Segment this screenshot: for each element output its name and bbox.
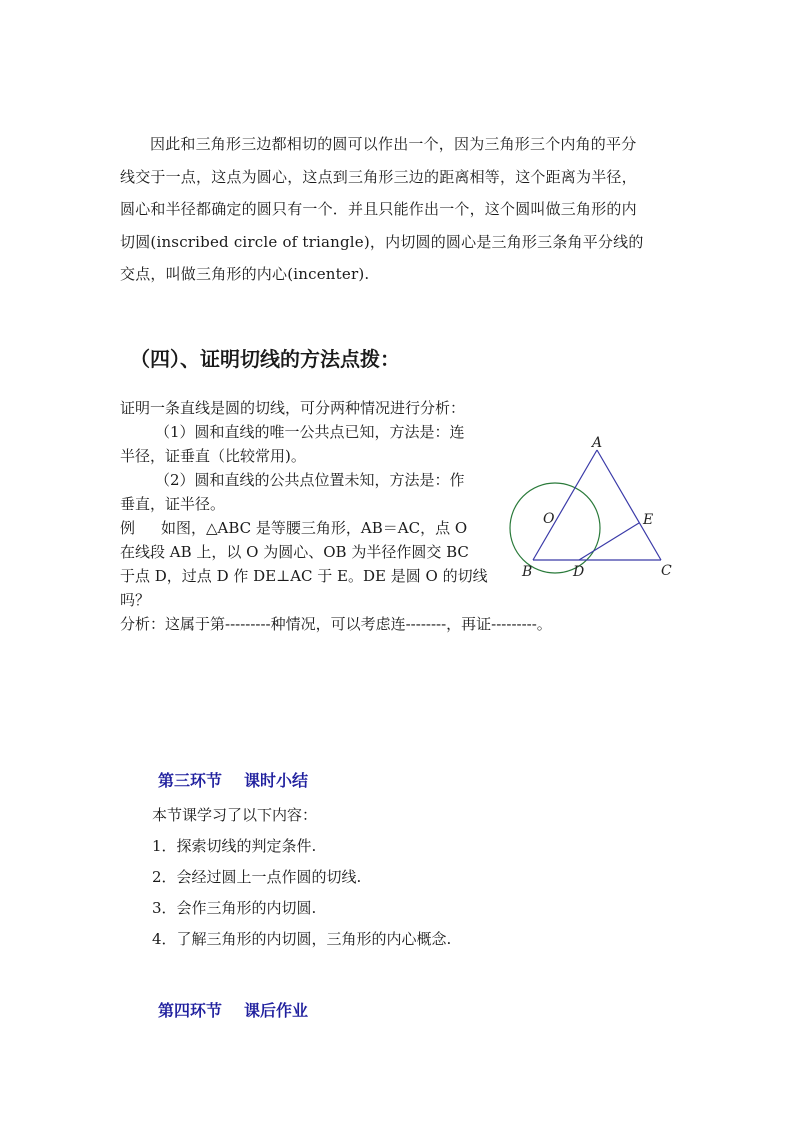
label-a: A — [592, 435, 603, 451]
list-item: 2．会经过圆上一点作圆的切线. — [152, 868, 362, 886]
label-c: C — [661, 563, 672, 579]
label-d: D — [573, 564, 585, 580]
section-title-homework — [158, 998, 308, 1021]
paragraph-line: 切圆(inscribed circle of triangle)，内切圆的圆心是三角形三条角平分线的 — [120, 232, 644, 251]
text-line: （1）圆和直线的唯一公共点已知，方法是：连 — [155, 423, 465, 441]
label-b: B — [522, 564, 533, 580]
side-ab — [533, 450, 597, 560]
segment-de — [579, 523, 639, 560]
example-line: 吗？ — [120, 591, 151, 609]
summary-intro: 本节课学习了以下内容： — [152, 806, 318, 824]
example-line: 在线段 AB 上，以 O 为圆心、OB 为半径作圆交 BC — [120, 543, 469, 561]
text-line: 垂直，证半径。 — [120, 495, 226, 513]
label-o: O — [543, 511, 555, 527]
example-line — [120, 516, 500, 540]
list-item: 1．探索切线的判定条件. — [152, 837, 317, 855]
paragraph-line: 圆心和半径都确定的圆只有一个．并且只能作出一个，这个圆叫做三角形的内 — [120, 200, 637, 218]
list-item: 3．会作三角形的内切圆. — [152, 899, 317, 917]
summary-list — [152, 800, 451, 955]
paragraph-line: 交点，叫做三角形的内心(incenter). — [120, 265, 370, 283]
tangent-proof-text — [120, 396, 500, 612]
incircle-paragraph — [120, 128, 680, 291]
text-line: 证明一条直线是圆的切线，可分两种情况进行分析： — [120, 399, 466, 417]
geometry-figure — [505, 433, 680, 583]
text-line: （2）圆和直线的公共点位置未知，方法是：作 — [155, 471, 465, 489]
section-title-part: 第三环节 — [158, 771, 223, 790]
label-e: E — [643, 512, 654, 528]
section-heading-tangent-proof: （四）、证明切线的方法点拨： — [130, 347, 400, 371]
example-line: 于点 D，过点 D 作 DE⊥AC 于 E。DE 是圆 O 的切线 — [120, 567, 488, 585]
text-line: 半径，证垂直（比较常用)。 — [120, 447, 306, 465]
analysis-line: 分析：这属于第---------种情况，可以考虑连--------，再证---------。 — [120, 615, 552, 633]
section-title-summary — [158, 768, 308, 791]
section-title-part: 课时小结 — [244, 771, 309, 790]
example-label: 例 — [120, 519, 136, 537]
section-title-part: 课后作业 — [244, 1001, 309, 1020]
example-text: 如图，△ABC 是等腰三角形，AB＝AC，点 O — [161, 519, 468, 537]
paragraph-line: 因此和三角形三边都相切的圆可以作出一个，因为三角形三个内角的平分 — [150, 135, 637, 153]
list-item: 4．了解三角形的内切圆，三角形的内心概念. — [152, 930, 452, 948]
section-title-part: 第四环节 — [158, 1001, 223, 1020]
paragraph-line: 线交于一点，这点为圆心，这点到三角形三边的距离相等，这个距离为半径， — [120, 167, 637, 186]
